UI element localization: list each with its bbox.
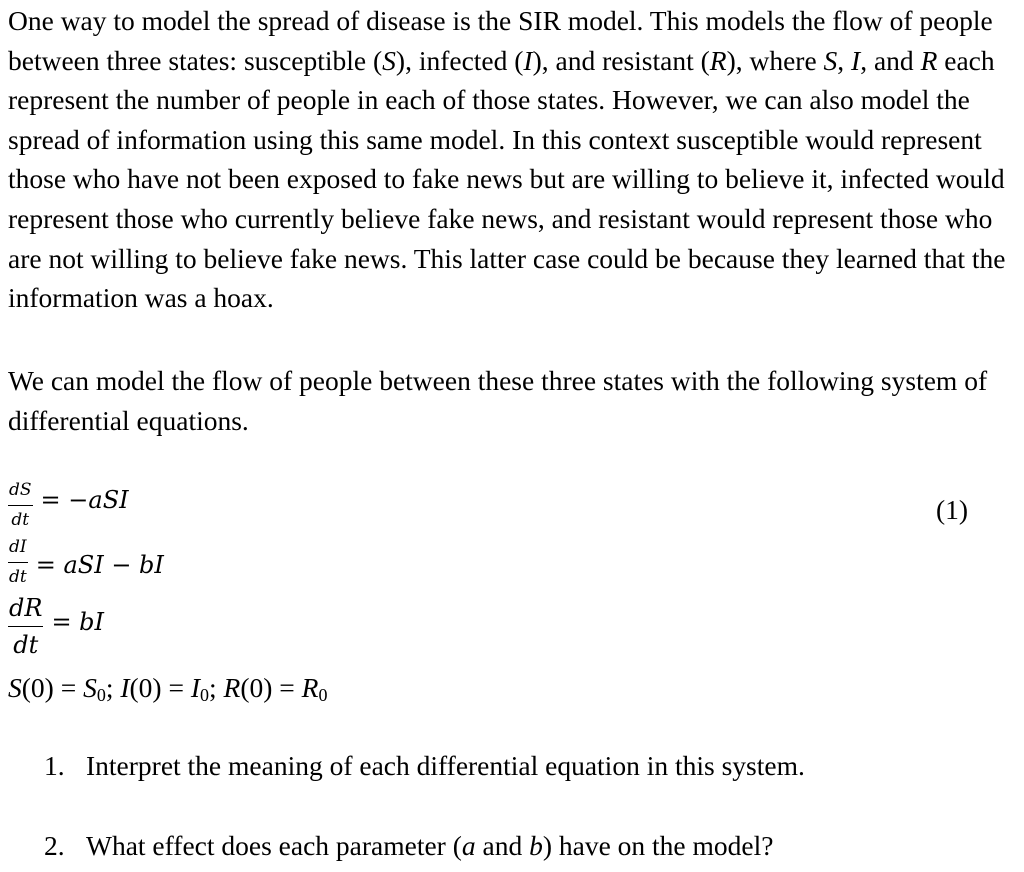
variable-r: R: [920, 44, 938, 76]
variable-r: R: [223, 672, 241, 703]
derivative-fraction: [8, 539, 28, 586]
fraction-denominator: dt: [9, 567, 27, 587]
question-number: 1.: [44, 750, 65, 781]
variable-r: R: [709, 44, 727, 76]
fraction-numerator: dI: [9, 537, 27, 557]
variable-r: R: [301, 672, 319, 703]
question-number: 2.: [44, 829, 65, 861]
variable-i: I: [851, 44, 861, 76]
variable-s: S: [823, 44, 838, 76]
equation-rhs: = −aSI: [40, 485, 129, 514]
intro-paragraph: [8, 0, 1016, 318]
subscript: 0: [200, 685, 210, 705]
variable-s: S: [83, 672, 97, 703]
text-run: , and: [860, 44, 921, 76]
text-run: ,: [837, 44, 852, 76]
variable-i: I: [120, 672, 130, 703]
equation-rhs: = bI: [51, 607, 105, 636]
question-list: [44, 746, 1014, 865]
equation-dr-dt: [8, 596, 104, 657]
question-text: [86, 826, 773, 866]
variable-s: S: [382, 44, 396, 76]
subscript: 0: [96, 685, 106, 705]
text-run: (0) =: [240, 672, 302, 703]
text-run: ), infected (: [395, 44, 524, 76]
text-run: ) have on the model?: [542, 829, 774, 861]
system-intro-paragraph: We can model the flow of people between these three states with the following system of differential equations.: [8, 365, 988, 436]
derivative-fraction: [8, 596, 43, 657]
fraction-denominator: dt: [11, 510, 30, 530]
question-text: Interpret the meaning of each differential equation in this system.: [86, 750, 805, 781]
text-run: and: [475, 829, 530, 861]
text-run: ), where: [726, 44, 824, 76]
question-item: [44, 746, 1014, 786]
derivative-fraction: [8, 482, 33, 529]
equation-number: (1): [936, 494, 969, 525]
text-run: (0) =: [129, 672, 191, 703]
fraction-numerator: dS: [9, 480, 32, 500]
text-run: ;: [209, 672, 224, 703]
text-run: One way to model the spread of disease is the SIR model. This models the flow of people between three states: susceptible (: [8, 5, 993, 76]
text-run: each represent the number of people in each of those states. However, we can also model the spread of information using this same model. In this context susceptible would represent those who have not been exposed to fake news but are willing to believe it, infected would represent those who currently believe fake news, and resistant would represent those who are not willing to believe fake news. This latter case could be because they learned that the information was a hoax.: [8, 44, 1006, 314]
equation-rhs: = aSI − bI: [35, 550, 164, 579]
equation-di-dt: [8, 539, 164, 586]
text-run: (0) =: [21, 672, 84, 703]
document: [8, 0, 1016, 861]
question-item: [44, 826, 1014, 866]
variable-s: S: [8, 672, 22, 703]
fraction-denominator: dt: [13, 631, 39, 659]
text-run: ), and resistant (: [532, 44, 710, 76]
fraction-numerator: dR: [9, 594, 43, 622]
parameter-b: b: [529, 829, 543, 861]
parameter-a: a: [461, 829, 476, 861]
variable-i: I: [190, 672, 201, 703]
subscript: 0: [318, 685, 328, 705]
text-run: What effect does each parameter (: [86, 829, 462, 861]
variable-i: I: [523, 44, 533, 76]
equation-ds-dt: [8, 482, 129, 529]
initial-conditions: [8, 668, 327, 716]
text-run: ;: [105, 672, 121, 703]
